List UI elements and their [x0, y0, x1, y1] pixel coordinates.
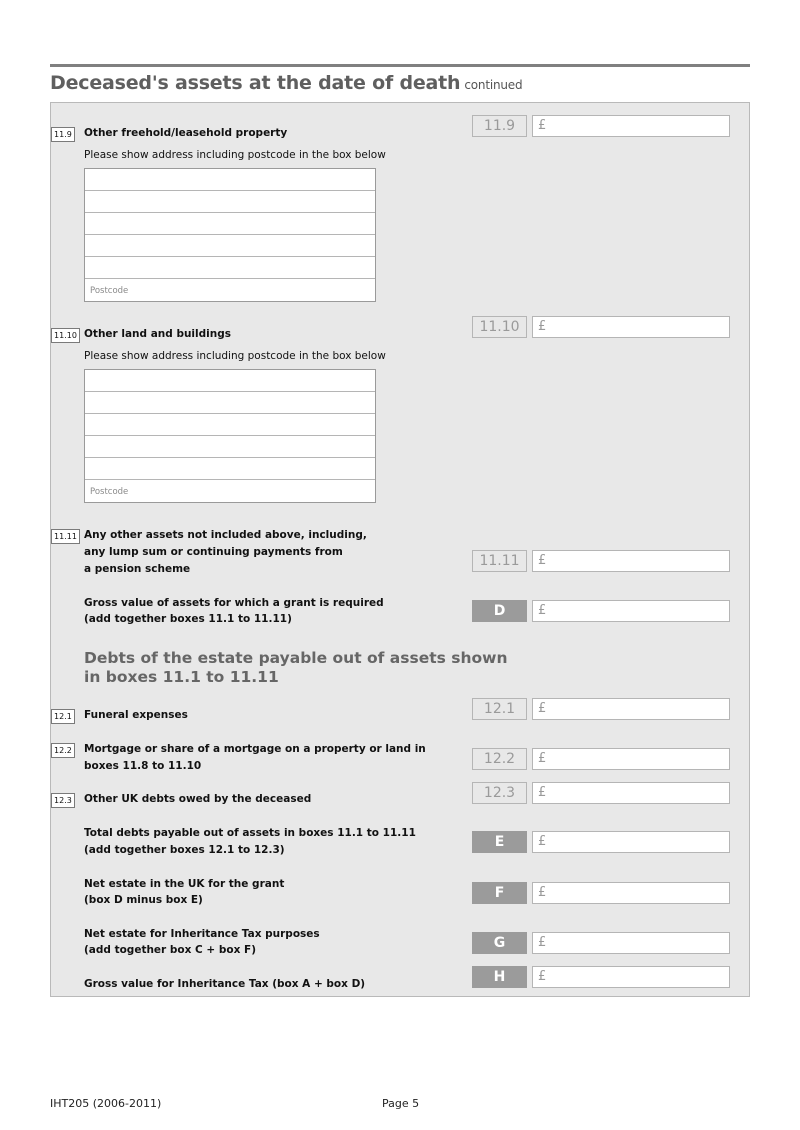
question-11-11-line-2: any lump sum or continuing payments from: [84, 546, 343, 558]
question-12-3-label: Other UK debts owed by the deceased: [84, 793, 312, 805]
page-number: Page 5: [382, 1097, 420, 1110]
box-label-11-11: 11.11: [472, 550, 527, 572]
address-line-1-input[interactable]: [85, 169, 375, 191]
box-label-12-1: 12.1: [472, 698, 527, 720]
question-number-12-2: 12.2: [51, 743, 75, 758]
total-f-line-1: Net estate in the UK for the grant: [84, 878, 285, 890]
question-11-9-instruction: Please show address including postcode in the box below: [84, 149, 386, 161]
question-number-11-9: 11.9: [51, 127, 75, 142]
total-e-line-2: (add together boxes 12.1 to 12.3): [84, 844, 285, 856]
address-box-11-9: [84, 168, 376, 302]
address-line-2-input[interactable]: [85, 392, 375, 414]
amount-field-f[interactable]: £: [532, 882, 730, 904]
question-12-1-label: Funeral expenses: [84, 709, 188, 721]
address-line-3-input[interactable]: [85, 414, 375, 436]
amount-field-g[interactable]: £: [532, 932, 730, 954]
question-11-10-instruction: Please show address including postcode in the box below: [84, 350, 386, 362]
box-label-d: D: [472, 600, 527, 622]
total-f-line-2: (box D minus box E): [84, 894, 203, 906]
address-line-5-input[interactable]: [85, 458, 375, 480]
amount-field-d[interactable]: £: [532, 600, 730, 622]
address-line-1-input[interactable]: [85, 370, 375, 392]
box-label-12-2: 12.2: [472, 748, 527, 770]
total-e-line-1: Total debts payable out of assets in boxes 11.1 to 11.11: [84, 827, 416, 839]
amount-field-11-10[interactable]: £: [532, 316, 730, 338]
address-box-11-10: [84, 369, 376, 503]
question-number-11-11: 11.11: [51, 529, 80, 544]
question-11-9-label: Other freehold/leasehold property: [84, 127, 288, 139]
address-line-2-input[interactable]: [85, 191, 375, 213]
address-line-3-input[interactable]: [85, 213, 375, 235]
question-number-12-3: 12.3: [51, 793, 75, 808]
box-label-12-3: 12.3: [472, 782, 527, 804]
amount-field-12-2[interactable]: £: [532, 748, 730, 770]
box-label-11-10: 11.10: [472, 316, 527, 338]
question-12-2-line-1: Mortgage or share of a mortgage on a property or land in: [84, 743, 426, 755]
question-number-12-1: 12.1: [51, 709, 75, 724]
box-label-11-9: 11.9: [472, 115, 527, 137]
question-11-11-line-3: a pension scheme: [84, 563, 191, 575]
page-title-text: Deceased's assets at the date of death: [50, 72, 461, 94]
continued-label: continued: [464, 78, 523, 92]
amount-field-11-9[interactable]: £: [532, 115, 730, 137]
amount-field-e[interactable]: £: [532, 831, 730, 853]
debts-section-heading: [84, 649, 508, 687]
box-label-g: G: [472, 932, 527, 954]
postcode-input[interactable]: Postcode: [90, 487, 129, 497]
question-12-2-line-2: boxes 11.8 to 11.10: [84, 760, 202, 772]
amount-field-h[interactable]: £: [532, 966, 730, 988]
address-line-5-input[interactable]: [85, 257, 375, 279]
total-g-line-1: Net estate for Inheritance Tax purposes: [84, 928, 320, 940]
total-g-line-2: (add together box C + box F): [84, 944, 256, 956]
total-d-line-2: (add together boxes 11.1 to 11.11): [84, 613, 292, 625]
amount-field-11-11[interactable]: £: [532, 550, 730, 572]
page-title: [50, 72, 522, 94]
header-rule: [50, 64, 750, 67]
address-line-4-input[interactable]: [85, 436, 375, 458]
amount-field-12-1[interactable]: £: [532, 698, 730, 720]
total-d-line-1: Gross value of assets for which a grant is required: [84, 597, 384, 609]
postcode-input[interactable]: Postcode: [90, 286, 129, 296]
box-label-h: H: [472, 966, 527, 988]
box-label-e: E: [472, 831, 527, 853]
address-line-4-input[interactable]: [85, 235, 375, 257]
box-label-f: F: [472, 882, 527, 904]
question-11-10-label: Other land and buildings: [84, 328, 231, 340]
amount-field-12-3[interactable]: £: [532, 782, 730, 804]
question-11-11-line-1: Any other assets not included above, including,: [84, 529, 367, 541]
debts-heading-line-1: Debts of the estate payable out of assets shown: [84, 649, 508, 667]
debts-heading-line-2: in boxes 11.1 to 11.11: [84, 668, 279, 686]
form-reference: IHT205 (2006-2011): [50, 1097, 162, 1110]
question-number-11-10: 11.10: [51, 328, 80, 343]
total-h-label: Gross value for Inheritance Tax (box A + box D): [84, 978, 366, 990]
